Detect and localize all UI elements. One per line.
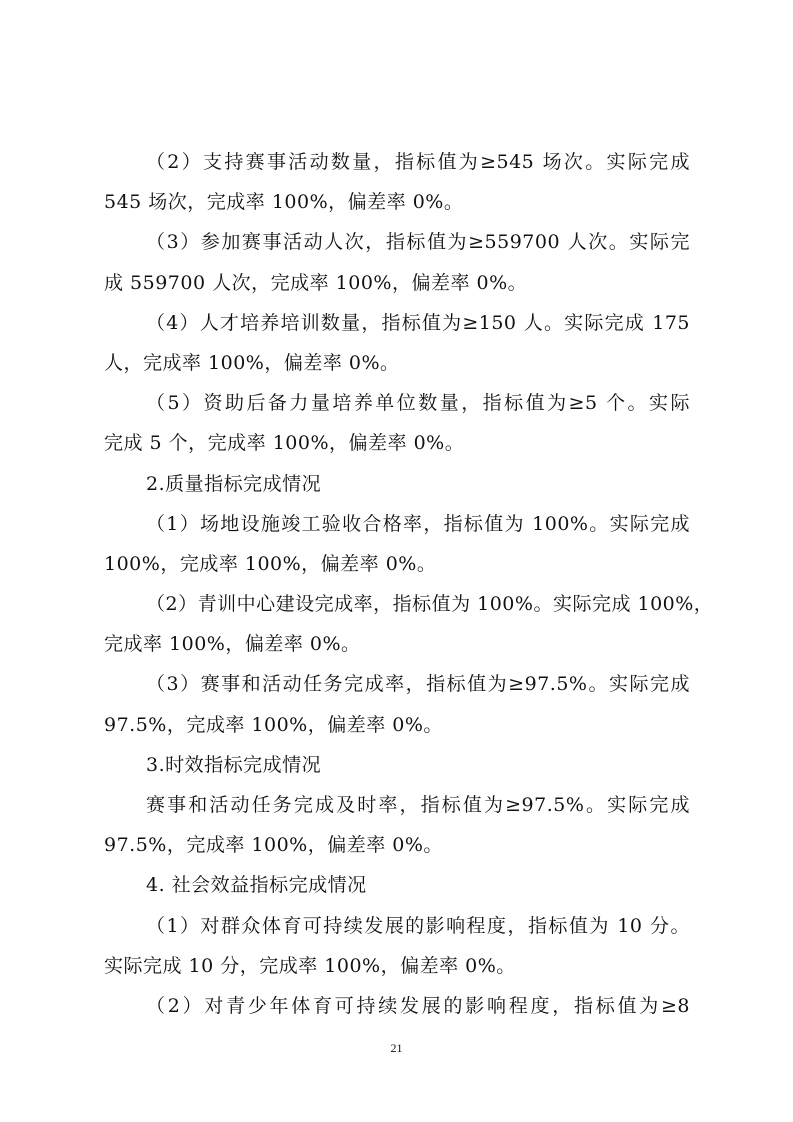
text-line: 97.5%，完成率 100%，偏差率 0%。 (104, 713, 443, 736)
text-line: 97.5%，完成率 100%，偏差率 0%。 (104, 834, 443, 857)
text-line: （2）支持赛事活动数量，指标值为≥545 场次。实际完成 (146, 151, 690, 173)
text-line: 完成率 100%，偏差率 0%。 (104, 633, 361, 656)
text-line: 人，完成率 100%，偏差率 0%。 (104, 351, 400, 374)
text-line: 100%，完成率 100%，偏差率 0%。 (104, 552, 437, 575)
text-line: （2）青训中心建设完成率，指标值为 100%。实际完成 100%， (146, 593, 714, 616)
body-text (104, 142, 714, 1026)
text-line: （1）对群众体育可持续发展的影响程度，指标值为 10 分。 (146, 914, 690, 937)
text-line: 545 场次，完成率 100%，偏差率 0%。 (104, 191, 464, 214)
text-line: 3.时效指标完成情况 (146, 753, 322, 776)
text-line: （1）场地设施竣工验收合格率，指标值为 100%。实际完成 (146, 512, 690, 535)
text-line: （2）对青少年体育可持续发展的影响程度，指标值为≥8 (146, 994, 690, 1017)
text-line: （4）人才培养培训数量，指标值为≥150 人。实际完成 175 (146, 311, 690, 334)
text-line: 赛事和活动任务完成及时率，指标值为≥97.5%。实际完成 (146, 794, 690, 816)
text-line: 4. 社会效益指标完成情况 (146, 874, 367, 897)
text-line: 成 559700 人次，完成率 100%，偏差率 0%。 (104, 271, 528, 294)
text-line: 实际完成 10 分，完成率 100%，偏差率 0%。 (104, 954, 516, 977)
text-line: （3）赛事和活动任务完成率，指标值为≥97.5%。实际完成 (146, 673, 690, 696)
text-line: （3）参加赛事活动人次，指标值为≥559700 人次。实际完 (146, 231, 690, 254)
text-line: 2.质量指标完成情况 (146, 472, 322, 495)
text-line: （5）资助后备力量培养单位数量，指标值为≥5 个。实际 (146, 392, 690, 415)
page-number: 21 (390, 1041, 403, 1055)
text-line: 完成 5 个，完成率 100%，偏差率 0%。 (104, 432, 465, 455)
